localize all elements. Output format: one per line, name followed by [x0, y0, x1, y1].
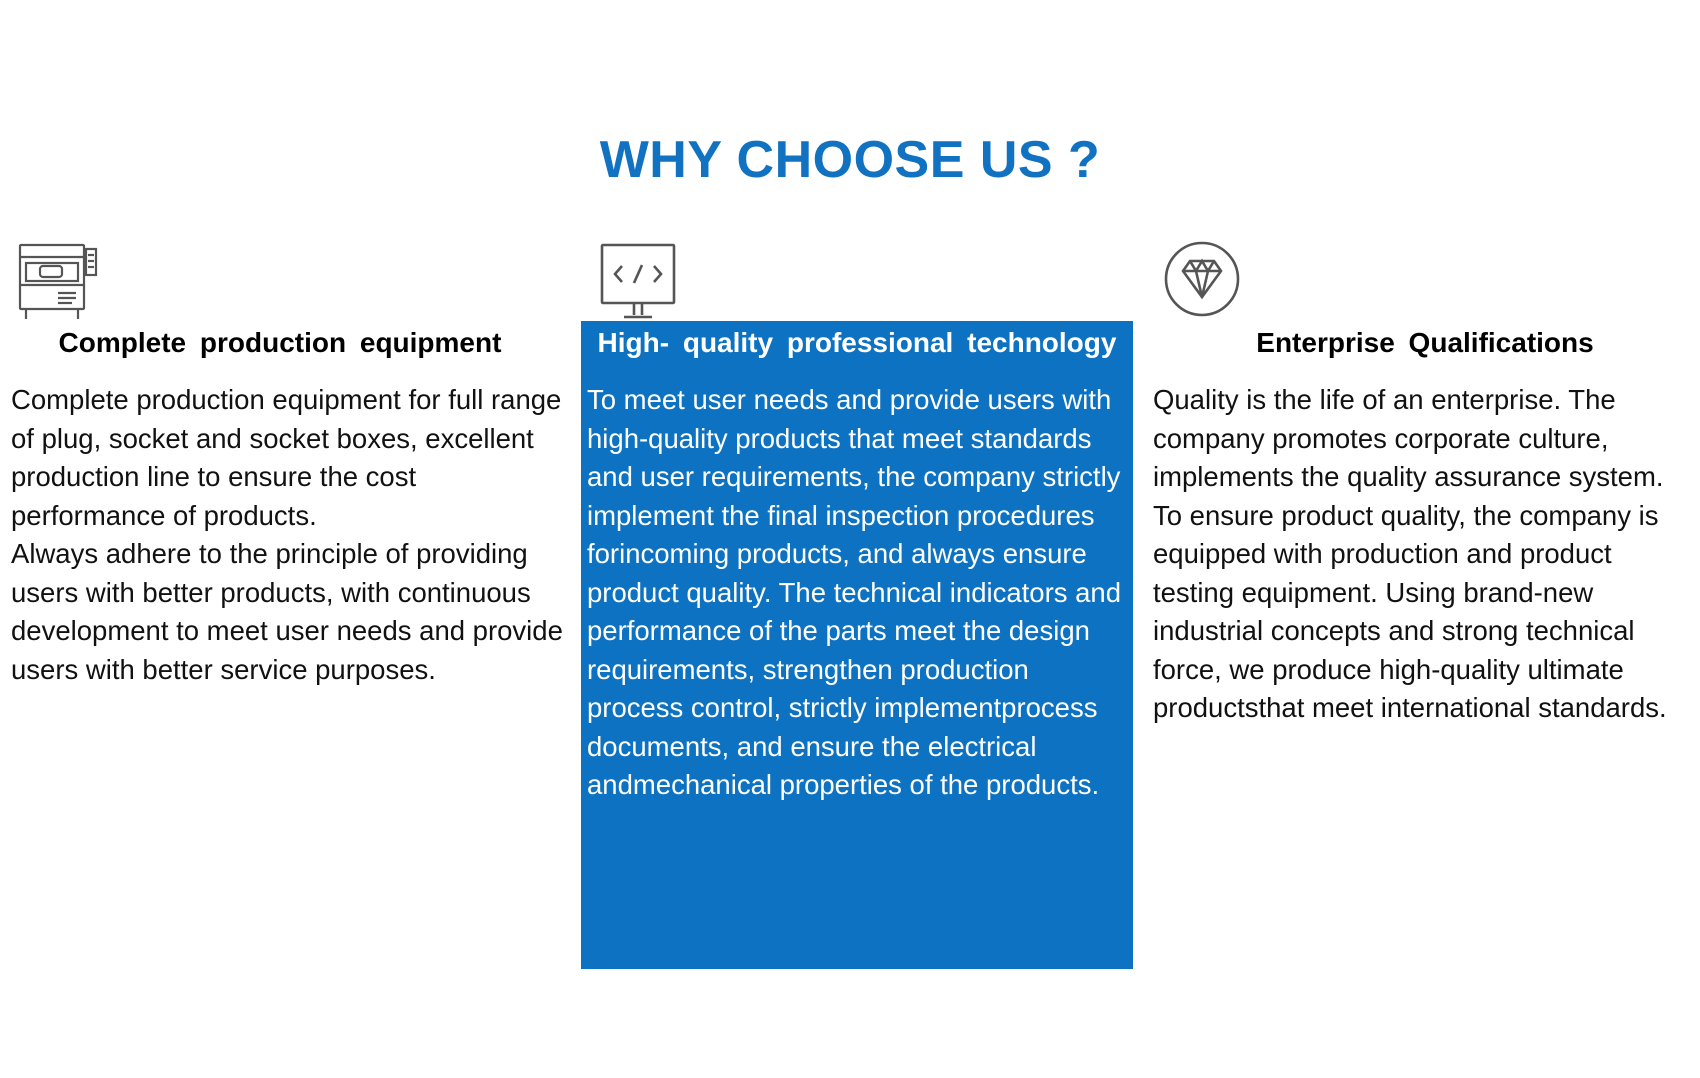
feature-paragraph: Always adhere to the principle of providing users with better products, with continuous development to meet user needs and provide users with better service purposes. [11, 538, 563, 685]
feature-text-qualifications [1153, 381, 1698, 728]
code-monitor-icon [600, 243, 678, 323]
feature-text-equipment [11, 381, 566, 689]
feature-paragraph: To meet user needs and provide users with high-quality products that meet standards and user requirements, the company strictly implement the final inspection procedures forincoming products, and always ensure product quality. The technical indicators and performance of the parts meet the design requirements, strengthen production process control, strictly implementprocess documents, and ensure the electrical andmechanical properties of the products. [587, 384, 1122, 800]
feature-paragraph: Quality is the life of an enterprise. The company promotes corporate culture, implements the quality assurance system. To ensure product quality, the company is equipped with production and product testing equipment. Using brand-new industrial concepts and strong technical force, we produce high-quality ultimate productsthat meet international standards. [1153, 384, 1667, 723]
production-machine-icon [18, 243, 100, 321]
feature-title-technology: High- quality professional technology [597, 327, 1117, 358]
feature-title-equipment: Complete production equipment [58, 327, 502, 358]
feature-text-technology [587, 381, 1127, 805]
section-heading: WHY CHOOSE US ? [599, 131, 1101, 189]
diamond-icon [1163, 240, 1241, 318]
feature-paragraph: Complete production equipment for full range of plug, socket and socket boxes, excellent production line to ensure the cost performance of products. [11, 384, 562, 531]
feature-title-qualifications: Enterprise Qualifications [1256, 327, 1594, 358]
